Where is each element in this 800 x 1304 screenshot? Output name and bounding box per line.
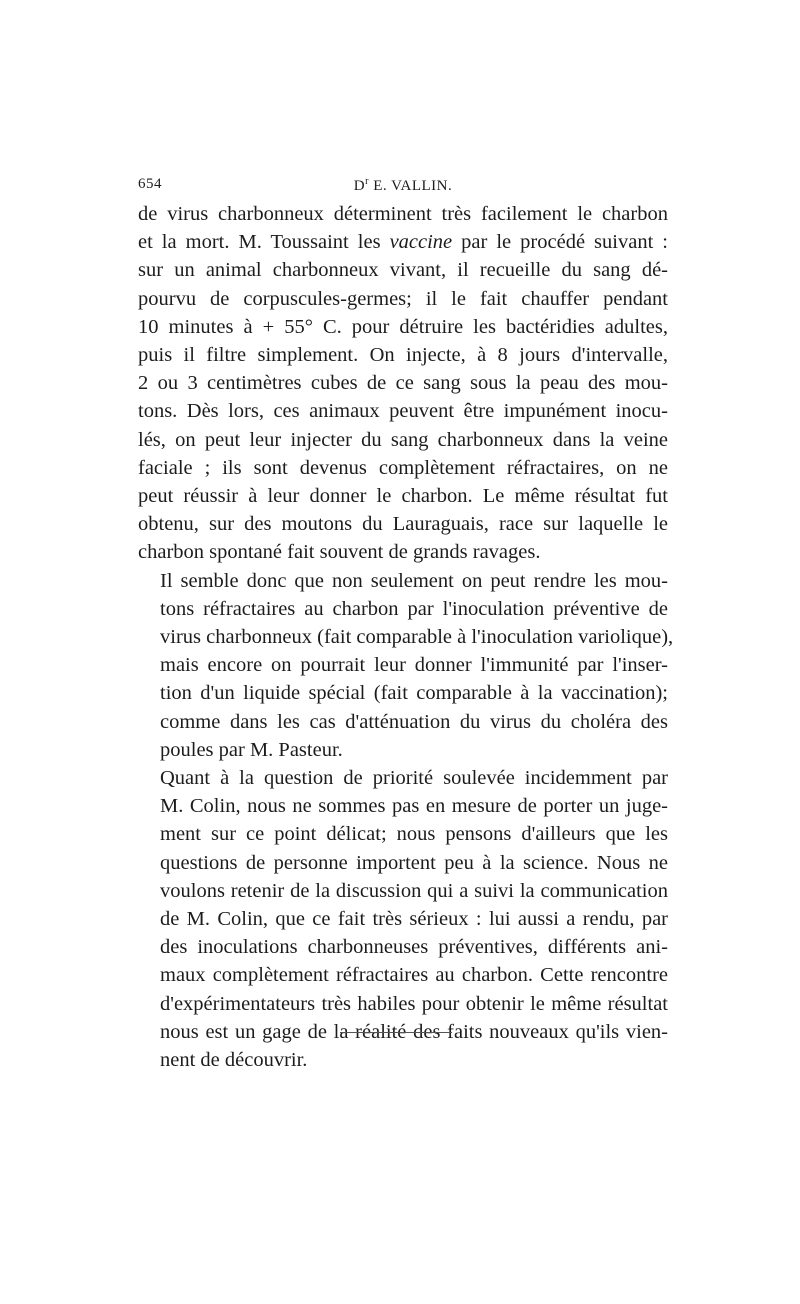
running-head — [138, 176, 668, 195]
text-line: virus charbonneux (fait comparable à l'inoculation variolique), — [160, 626, 674, 649]
text-line: 2 ou 3 centimètres cubes de ce sang sous la peau des mou- — [138, 372, 668, 395]
author-sup: r — [365, 176, 369, 187]
text-line: Quant à la question de priorité soulevée incidemment par — [160, 767, 668, 790]
text-line: d'expérimentateurs très habiles pour obtenir le même résultat — [160, 992, 668, 1015]
text-line: tons réfractaires au charbon par l'inoculation préventive de — [160, 597, 668, 620]
text-line: nous est un gage de la réalité des faits nouveaux qu'ils vien- — [160, 1020, 668, 1043]
paragraph-1 — [138, 200, 668, 567]
author-name: E. VALLIN. — [368, 178, 453, 194]
text-line — [138, 228, 668, 256]
text-line: des inoculations charbonneuses préventives, différents ani- — [160, 936, 668, 959]
text-line: mais encore on pourrait leur donner l'immunité par l'inser- — [160, 654, 668, 677]
text-line: puis il filtre simplement. On injecte, à 8 jours d'intervalle, — [138, 344, 668, 367]
author-prefix: D — [353, 178, 366, 194]
text-line: tion d'un liquide spécial (fait comparable à la vaccination); — [160, 682, 668, 705]
body-text — [138, 200, 674, 1074]
paragraph-2 — [138, 567, 674, 764]
text-line: peut réussir à leur donner le charbon. Le même résultat fut — [138, 485, 668, 508]
text-line: M. Colin, nous ne sommes pas en mesure de porter un juge- — [160, 795, 668, 818]
page-number: 654 — [138, 176, 162, 192]
text-line: lés, on peut leur injecter du sang charbonneux dans la veine — [138, 428, 668, 451]
text-line: questions de personne importent peu à la science. Nous ne — [160, 851, 668, 874]
paragraph-3 — [138, 764, 668, 1074]
text-line: voulons retenir de la discussion qui a suivi la communication — [160, 879, 668, 902]
text-line: pourvu de corpuscules-germes; il le fait chauffer pendant — [138, 287, 668, 310]
text-line: tons. Dès lors, ces animaux peuvent être impunément inocu- — [138, 400, 668, 423]
text-line: obtenu, sur des moutons du Lauraguais, race sur laquelle le — [138, 513, 668, 536]
text-line: 10 minutes à + 55° C. pour détruire les bactéridies adultes, — [138, 315, 668, 338]
text-segment: et la mort. M. Toussaint les — [138, 231, 390, 254]
text-line: ment sur ce point délicat; nous pensons d'ailleurs que les — [160, 823, 668, 846]
text-line: poules par M. Pasteur. — [160, 738, 343, 761]
text-line: comme dans les cas d'atténuation du virus du choléra des — [160, 710, 668, 733]
text-line: sur un animal charbonneux vivant, il recueille du sang dé- — [138, 259, 668, 282]
text-line: maux complètement réfractaires au charbon. Cette rencontre — [160, 964, 668, 987]
text-line: de virus charbonneux déterminent très facilement le charbon — [138, 203, 668, 225]
italic-word: vaccine — [389, 231, 453, 254]
text-line: faciale ; ils sont devenus complètement réfractaires, on ne — [138, 456, 668, 479]
text-line: Il semble donc que non seulement on peut rendre les mou- — [160, 569, 668, 592]
text-line: charbon spontané fait souvent de grands ravages. — [138, 541, 541, 564]
text-line: nent de découvrir. — [160, 1049, 308, 1072]
text-line: de M. Colin, que ce fait très sérieux : lui aussi a rendu, par — [160, 908, 668, 931]
page-header — [138, 176, 668, 200]
end-rule — [340, 1032, 452, 1033]
text-segment: par le procédé suivant : — [452, 231, 668, 254]
